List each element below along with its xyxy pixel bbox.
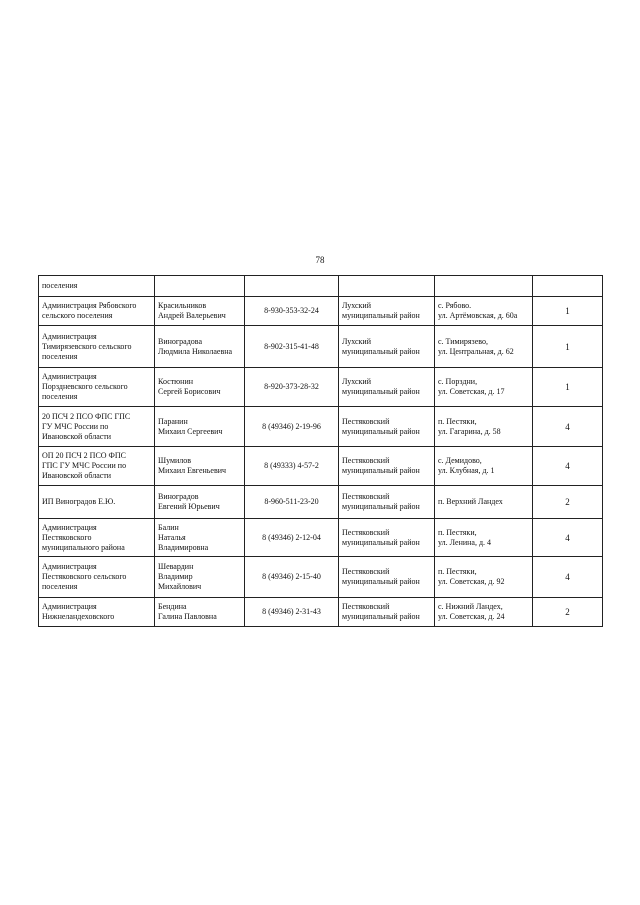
org-cell: ИП Виноградов Е.Ю. — [39, 486, 155, 519]
count-cell: 2 — [533, 486, 603, 519]
phone-cell: 8 (49333) 4-57-2 — [245, 447, 339, 486]
phone-cell: 8-960-511-23-20 — [245, 486, 339, 519]
district-cell: Пестяковский муниципальный район — [339, 486, 435, 519]
district-cell: Пестяковский муниципальный район — [339, 557, 435, 598]
address-cell — [435, 276, 533, 297]
district-cell: Пестяковский муниципальный район — [339, 598, 435, 627]
count-cell: 2 — [533, 598, 603, 627]
page-number: 78 — [315, 255, 325, 265]
count-cell: 1 — [533, 326, 603, 368]
count-cell: 4 — [533, 407, 603, 447]
org-cell: 20 ПСЧ 2 ПСО ФПС ГПС ГУ МЧС России по Ивановской области — [39, 407, 155, 447]
org-cell: Администрация Порздневского сельского поселения — [39, 368, 155, 407]
district-cell: Лухский муниципальный район — [339, 297, 435, 326]
person-cell: Шумилов Михаил Евгеньевич — [155, 447, 245, 486]
org-cell: Администрация Пестяковского муниципального района — [39, 519, 155, 557]
phone-cell — [245, 276, 339, 297]
phone-cell: 8 (49346) 2-19-96 — [245, 407, 339, 447]
person-cell: Паранин Михаил Сергеевич — [155, 407, 245, 447]
person-cell: Красильников Андрей Валерьевич — [155, 297, 245, 326]
table-row — [39, 519, 603, 557]
district-cell: Лухский муниципальный район — [339, 326, 435, 368]
person-cell: Костюнин Сергей Борисович — [155, 368, 245, 407]
count-cell: 4 — [533, 557, 603, 598]
person-cell: Виноградов Евгений Юрьевич — [155, 486, 245, 519]
person-cell — [155, 276, 245, 297]
table-row — [39, 486, 603, 519]
table-row — [39, 407, 603, 447]
table-row — [39, 368, 603, 407]
phone-cell: 8 (49346) 2-31-43 — [245, 598, 339, 627]
table-row — [39, 276, 603, 297]
table-row — [39, 297, 603, 326]
phone-cell: 8-920-373-28-32 — [245, 368, 339, 407]
count-cell: 1 — [533, 297, 603, 326]
address-cell: п. Пестяки, ул. Советская, д. 92 — [435, 557, 533, 598]
org-cell: Администрация Рябовского сельского поселения — [39, 297, 155, 326]
district-cell: Пестяковский муниципальный район — [339, 407, 435, 447]
address-cell: п. Верхний Ландех — [435, 486, 533, 519]
phone-cell: 8 (49346) 2-12-04 — [245, 519, 339, 557]
phone-cell: 8-902-315-41-48 — [245, 326, 339, 368]
address-cell: с. Тимирязево, ул. Центральная, д. 62 — [435, 326, 533, 368]
person-cell: Шевардин Владимир Михайлович — [155, 557, 245, 598]
district-cell — [339, 276, 435, 297]
address-cell: п. Пестяки, ул. Ленина, д. 4 — [435, 519, 533, 557]
count-cell: 4 — [533, 447, 603, 486]
table-row — [39, 326, 603, 368]
district-cell: Пестяковский муниципальный район — [339, 447, 435, 486]
address-cell: с. Демидово, ул. Клубная, д. 1 — [435, 447, 533, 486]
address-cell: с. Порздни, ул. Советская, д. 17 — [435, 368, 533, 407]
org-cell: Администрация Пестяковского сельского поселения — [39, 557, 155, 598]
person-cell: Бендина Галина Павловна — [155, 598, 245, 627]
count-cell — [533, 276, 603, 297]
phone-cell: 8 (49346) 2-15-40 — [245, 557, 339, 598]
count-cell: 1 — [533, 368, 603, 407]
contacts-table — [38, 275, 603, 627]
org-cell: ОП 20 ПСЧ 2 ПСО ФПС ГПС ГУ МЧС России по Ивановской области — [39, 447, 155, 486]
phone-cell: 8-930-353-32-24 — [245, 297, 339, 326]
table-row — [39, 598, 603, 627]
org-cell: Администрация Нижнеландеховского — [39, 598, 155, 627]
table-row — [39, 447, 603, 486]
count-cell: 4 — [533, 519, 603, 557]
district-cell: Лухский муниципальный район — [339, 368, 435, 407]
table-row — [39, 557, 603, 598]
person-cell: Виноградова Людмила Николаевна — [155, 326, 245, 368]
org-cell: поселения — [39, 276, 155, 297]
district-cell: Пестяковский муниципальный район — [339, 519, 435, 557]
person-cell: Балин Наталья Владимировна — [155, 519, 245, 557]
address-cell: с. Нижний Ландех, ул. Советская, д. 24 — [435, 598, 533, 627]
address-cell: п. Пестяки, ул. Гагарина, д. 58 — [435, 407, 533, 447]
org-cell: Администрация Тимирязевского сельского поселения — [39, 326, 155, 368]
address-cell: с. Рябово. ул. Артёмовская, д. 60а — [435, 297, 533, 326]
